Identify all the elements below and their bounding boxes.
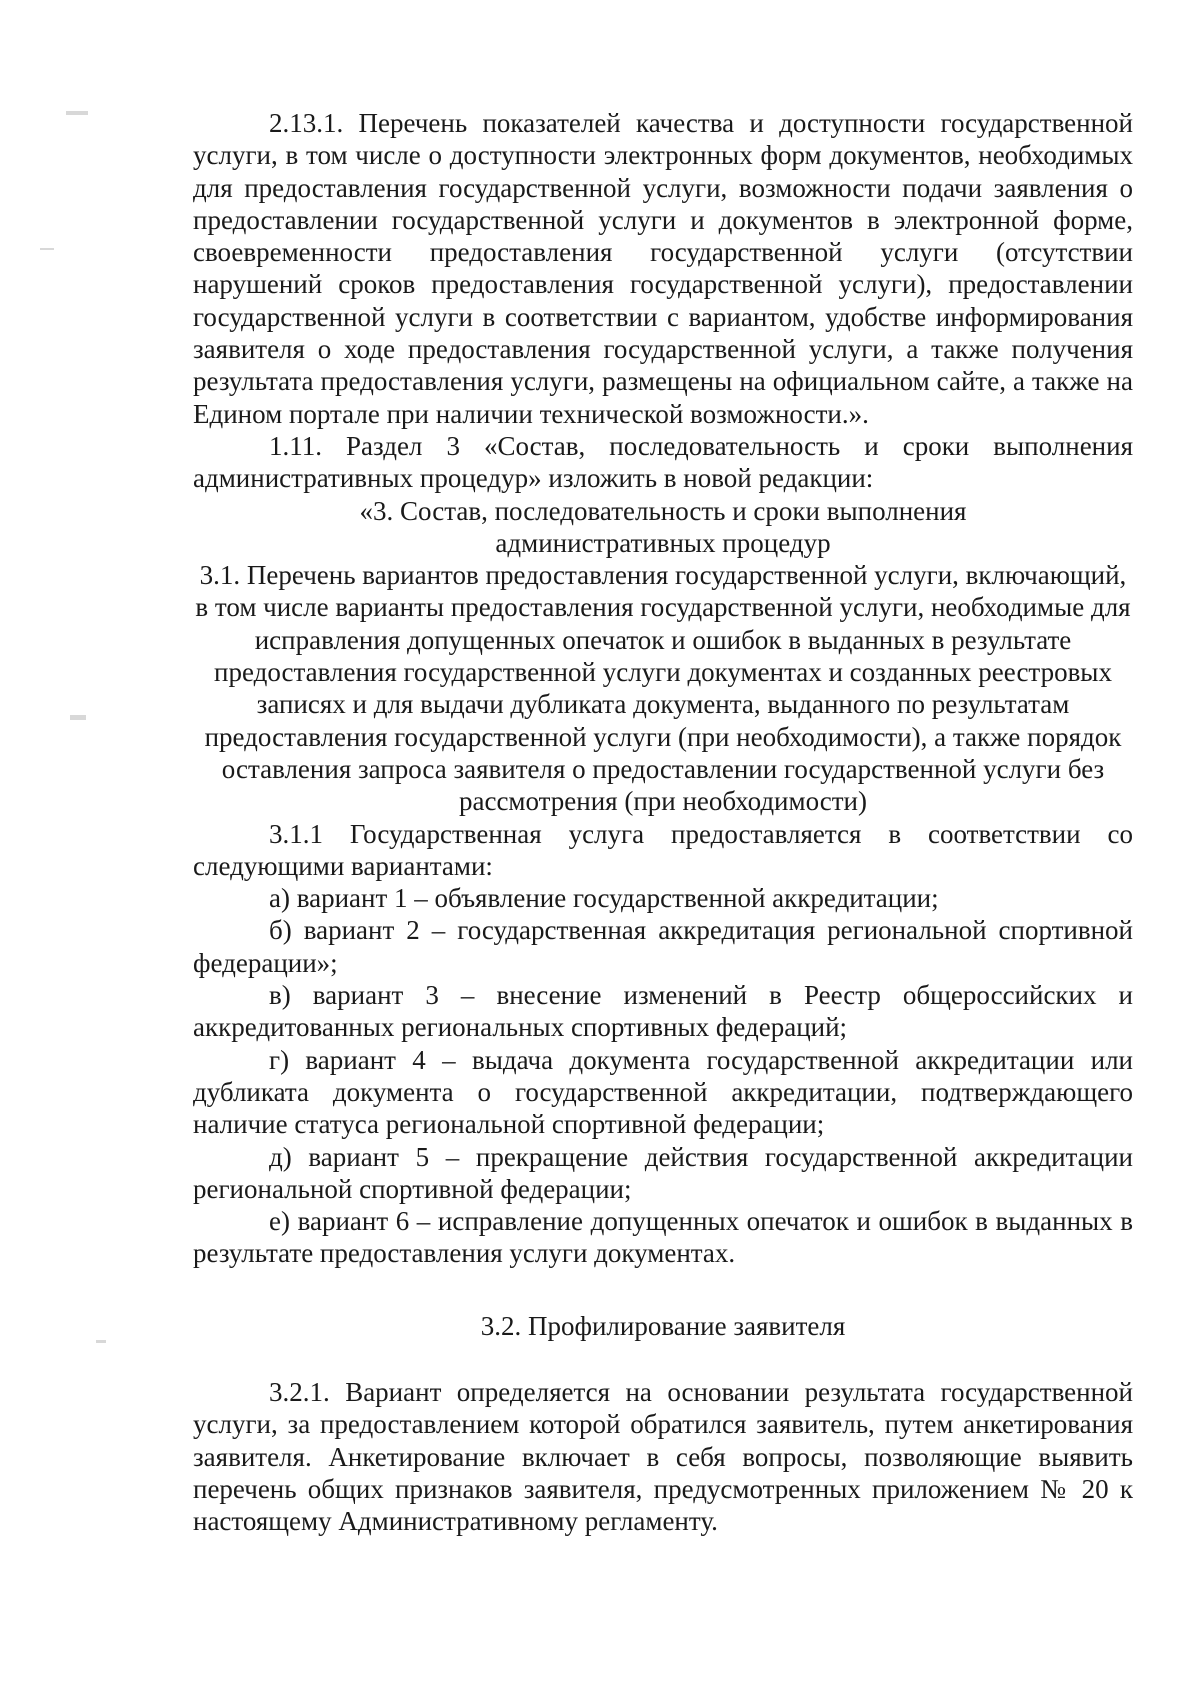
section-3-title-line1: «3. Состав, последовательность и сроки выполнения (359, 495, 967, 526)
scan-speck (70, 715, 86, 720)
variant-item-e: е) вариант 6 – исправление допущенных опечаток и ошибок в выданных в результате предоставления услуги документах. (193, 1206, 1133, 1269)
scan-speck (96, 1340, 106, 1343)
document-body (193, 107, 1133, 1537)
paragraph-1-11: 1.11. Раздел 3 «Состав, последовательность и сроки выполнения административных процедур» изложить в новой редакции: (193, 430, 1133, 494)
heading-3-2: 3.2. Профилирование заявителя (480, 1310, 846, 1341)
variant-item-a: а) вариант 1 – объявление государственной аккредитации; (269, 883, 939, 914)
paragraph-3-1-1: 3.1.1 Государственная услуга предоставляется в соответствии со следующими вариантами: (193, 818, 1133, 881)
variant-item-v: в) вариант 3 – внесение изменений в Реестр общероссийских и аккредитованных региональных спортивных федераций; (193, 980, 1133, 1043)
heading-3-1: 3.1. Перечень вариантов предоставления государственной услуги, включающий, в том числе варианты предоставления государственной услуги, необходимые для исправления допущенных опечаток и ошибок в выданных в результате предоставления государственной услуги документах и созданных реестровых записях и для выдачи дубликата документа, выданного по результатам предоставления государственной услуги (при необходимости), а также порядок оставления запроса заявителя о предоставлении государственной услуги без рассмотрения (при необходимости) (195, 560, 1131, 817)
paragraph-2-13-1: 2.13.1. Перечень показателей качества и доступности государственной услуги, в том числе о доступности электронных форм документов, необходимых для предоставления государственной услуги, возможности подачи заявления о предоставлении государственной услуги и документов в электронной форме, своевременности предоставления государственной услуги (отсутствии нарушений сроков предоставления государственной услуги), предоставлении государственной услуги в соответствии с вариантом, удобстве информирования заявителя о ходе предоставления государственной услуги, а также получения результата предоставления услуги, размещены на официальном сайте, а также на Едином портале при наличии технической возможности.». (193, 108, 1133, 429)
variant-item-b: б) вариант 2 – государственная аккредитация региональной спортивной федерации»; (193, 915, 1133, 978)
scan-speck (40, 248, 54, 250)
section-3-title-line2: административных процедур (495, 527, 831, 558)
paragraph-3-2-1: 3.2.1. Вариант определяется на основании результата государственной услуги, за предоставлением которой обратился заявитель, путем анкетирования заявителя. Анкетирование включает в себя вопросы, позволяющие выявить перечень общих признаков заявителя, предусмотренных приложением № 20 к настоящему Административному регламенту. (193, 1376, 1133, 1537)
scan-speck (66, 111, 88, 115)
variant-item-d: д) вариант 5 – прекращение действия государственной аккредитации региональной спортивной федерации; (193, 1141, 1133, 1204)
variant-item-g: г) вариант 4 – выдача документа государственной аккредитации или дубликата документа о государственной аккредитации, подтверждающего наличие статуса региональной спортивной федерации; (193, 1044, 1133, 1140)
